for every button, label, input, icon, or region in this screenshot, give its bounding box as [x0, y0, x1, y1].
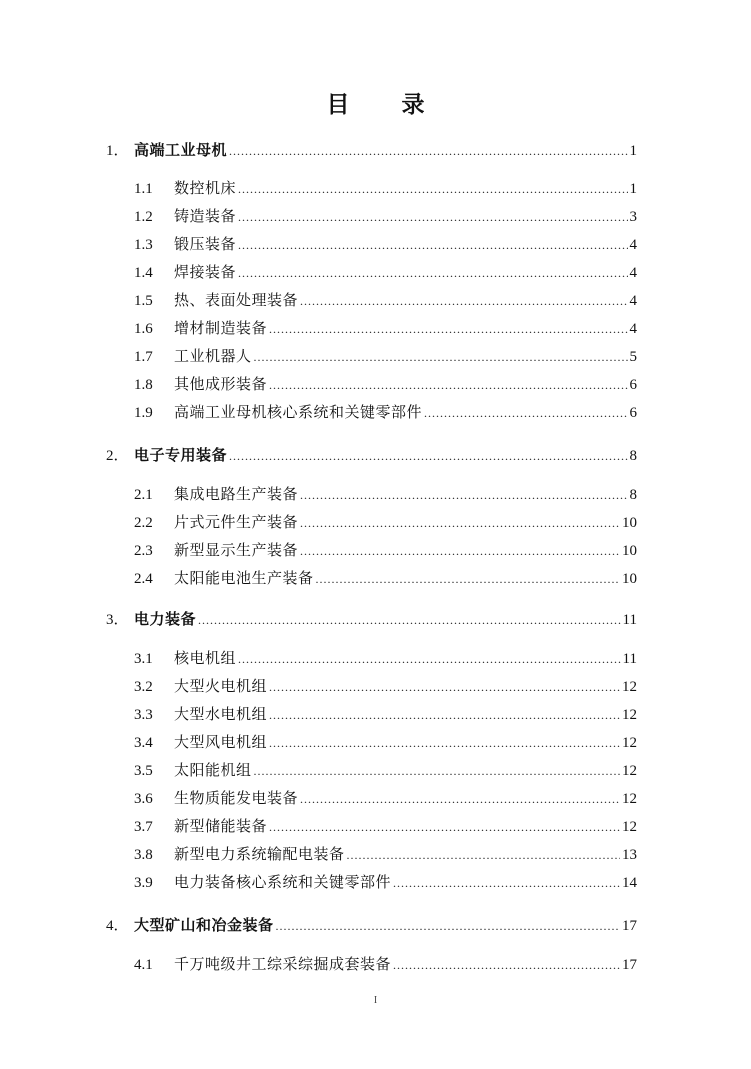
toc-dot-leader — [269, 318, 627, 340]
toc-entry-title: 新型电力系统输配电装备 — [174, 845, 345, 863]
toc-entry-number: 1.4 — [134, 265, 153, 281]
toc-entry-title: 高端工业母机 — [134, 141, 228, 159]
toc-section-entry[interactable] — [134, 843, 637, 865]
toc-entry-number: 4.1 — [134, 957, 153, 973]
toc-dot-leader — [300, 290, 627, 312]
toc-section-entry[interactable] — [134, 205, 637, 227]
toc-dot-leader — [229, 445, 627, 467]
toc-section-entry[interactable] — [134, 731, 637, 753]
toc-entry-title: 铸造装备 — [174, 207, 237, 225]
toc-entry-title: 太阳能电池生产装备 — [174, 569, 314, 587]
toc-entry-number: 2． — [106, 448, 129, 464]
toc-entry-page-number: 8 — [629, 487, 637, 503]
toc-entry-title: 数控机床 — [174, 179, 237, 197]
toc-dot-leader — [269, 816, 620, 838]
toc-entry-page-number: 6 — [629, 377, 637, 393]
toc-entry-page-number: 17 — [622, 918, 637, 934]
toc-entry-number: 1.9 — [134, 405, 153, 421]
toc-entry-title: 大型火电机组 — [174, 677, 268, 695]
toc-section-entry[interactable] — [134, 759, 637, 781]
toc-dot-leader — [238, 206, 627, 228]
toc-section-entry[interactable] — [134, 511, 637, 533]
toc-entry-page-number: 10 — [622, 543, 637, 559]
toc-entry-title: 锻压装备 — [174, 235, 237, 253]
toc-chapter-entry[interactable] — [106, 139, 637, 161]
toc-entry-number: 4． — [106, 918, 129, 934]
toc-entry-title: 焊接装备 — [174, 263, 237, 281]
toc-section-entry[interactable] — [134, 539, 637, 561]
toc-section-entry[interactable] — [134, 815, 637, 837]
toc-entry-page-number: 4 — [629, 237, 637, 253]
toc-dot-leader — [229, 140, 627, 162]
toc-dot-leader — [198, 609, 621, 631]
toc-dot-leader — [276, 915, 620, 937]
toc-entry-page-number: 6 — [629, 405, 637, 421]
toc-dot-leader — [238, 648, 621, 670]
toc-entry-page-number: 12 — [622, 763, 637, 779]
toc-dot-leader — [393, 954, 620, 976]
toc-chapter-entry[interactable] — [106, 914, 637, 936]
toc-entry-page-number: 10 — [622, 571, 637, 587]
toc-entry-page-number: 4 — [629, 321, 637, 337]
toc-dot-leader — [300, 788, 620, 810]
toc-entry-title: 其他成形装备 — [174, 375, 268, 393]
toc-entry-title: 电力装备 — [134, 610, 197, 628]
toc-dot-leader — [347, 844, 620, 866]
toc-section-entry[interactable] — [134, 647, 637, 669]
toc-dot-leader — [254, 346, 628, 368]
toc-dot-leader — [393, 872, 620, 894]
toc-section-entry[interactable] — [134, 675, 637, 697]
toc-dot-leader — [238, 178, 627, 200]
toc-dot-leader — [269, 732, 620, 754]
toc-entry-page-number: 13 — [622, 847, 637, 863]
toc-entry-title: 电子专用装备 — [134, 446, 228, 464]
toc-entry-title: 片式元件生产装备 — [174, 513, 299, 531]
toc-section-entry[interactable] — [134, 483, 637, 505]
toc-dot-leader — [300, 484, 627, 506]
toc-entry-title: 生物质能发电装备 — [174, 789, 299, 807]
toc-entry-page-number: 1 — [629, 181, 637, 197]
toc-entry-page-number: 8 — [629, 448, 637, 464]
toc-entry-number: 3.2 — [134, 679, 153, 695]
toc-entry-title: 增材制造装备 — [174, 319, 268, 337]
toc-section-entry[interactable] — [134, 401, 637, 423]
toc-chapter-entry[interactable] — [106, 444, 637, 466]
toc-entry-page-number: 11 — [622, 612, 637, 628]
toc-entry-number: 3． — [106, 612, 129, 628]
toc-entry-page-number: 4 — [629, 293, 637, 309]
toc-entry-title: 大型水电机组 — [174, 705, 268, 723]
toc-entry-number: 1.7 — [134, 349, 153, 365]
toc-entry-number: 1.1 — [134, 181, 153, 197]
toc-entry-page-number: 14 — [622, 875, 637, 891]
toc-dot-leader — [424, 402, 627, 424]
toc-entry-title: 电力装备核心系统和关键零部件 — [174, 873, 392, 891]
toc-entry-title: 新型显示生产装备 — [174, 541, 299, 559]
toc-dot-leader — [254, 760, 620, 782]
toc-entry-number: 3.6 — [134, 791, 153, 807]
toc-entry-number: 2.1 — [134, 487, 153, 503]
toc-dot-leader — [269, 676, 620, 698]
toc-entry-title: 大型矿山和冶金装备 — [134, 916, 274, 934]
toc-entry-number: 1.5 — [134, 293, 153, 309]
toc-entry-title: 热、表面处理装备 — [174, 291, 299, 309]
toc-chapter-entry[interactable] — [106, 608, 637, 630]
toc-entry-number: 3.4 — [134, 735, 153, 751]
page-title: 目 录 — [326, 91, 447, 118]
toc-entry-number: 2.4 — [134, 571, 153, 587]
toc-entry-page-number: 17 — [622, 957, 637, 973]
toc-section-entry[interactable] — [134, 871, 637, 893]
toc-entry-page-number: 12 — [622, 819, 637, 835]
toc-entry-title: 太阳能机组 — [174, 761, 252, 779]
toc-entry-number: 1.2 — [134, 209, 153, 225]
toc-entry-title: 新型储能装备 — [174, 817, 268, 835]
toc-entry-page-number: 12 — [622, 791, 637, 807]
toc-entry-title: 千万吨级井工综采综掘成套装备 — [174, 955, 392, 973]
toc-section-entry[interactable] — [134, 317, 637, 339]
toc-entry-page-number: 5 — [629, 349, 637, 365]
toc-entry-page-number: 3 — [629, 209, 637, 225]
toc-entry-number: 1． — [106, 143, 129, 159]
page-number-footer: I — [373, 995, 378, 1006]
toc-entry-number: 3.3 — [134, 707, 153, 723]
toc-dot-leader — [238, 262, 627, 284]
toc-dot-leader — [300, 540, 620, 562]
toc-dot-leader — [269, 374, 627, 396]
toc-section-entry[interactable] — [134, 373, 637, 395]
toc-entry-number: 3.1 — [134, 651, 153, 667]
toc-entry-number: 3.9 — [134, 875, 153, 891]
toc-section-entry[interactable] — [134, 345, 637, 367]
toc-entry-number: 1.3 — [134, 237, 153, 253]
toc-entry-page-number: 1 — [629, 143, 637, 159]
toc-entry-number: 1.8 — [134, 377, 153, 393]
toc-entry-page-number: 12 — [622, 707, 637, 723]
toc-entry-page-number: 4 — [629, 265, 637, 281]
toc-entry-title: 大型风电机组 — [174, 733, 268, 751]
toc-entry-page-number: 12 — [622, 735, 637, 751]
toc-dot-leader — [269, 704, 620, 726]
toc-entry-page-number: 10 — [622, 515, 637, 531]
toc-dot-leader — [300, 512, 620, 534]
toc-section-entry[interactable] — [134, 567, 637, 589]
toc-entry-number: 2.3 — [134, 543, 153, 559]
toc-entry-number: 3.5 — [134, 763, 153, 779]
toc-section-entry[interactable] — [134, 289, 637, 311]
toc-section-entry[interactable] — [134, 787, 637, 809]
toc-section-entry[interactable] — [134, 177, 637, 199]
toc-entry-number: 3.8 — [134, 847, 153, 863]
toc-dot-leader — [238, 234, 627, 256]
toc-entry-title: 核电机组 — [174, 649, 237, 667]
toc-entry-page-number: 11 — [622, 651, 637, 667]
toc-section-entry[interactable] — [134, 703, 637, 725]
toc-dot-leader — [316, 568, 620, 590]
toc-entry-number: 2.2 — [134, 515, 153, 531]
toc-entry-title: 工业机器人 — [174, 347, 252, 365]
toc-section-entry[interactable] — [134, 261, 637, 283]
toc-entry-title: 高端工业母机核心系统和关键零部件 — [174, 403, 423, 421]
toc-section-entry[interactable] — [134, 953, 637, 975]
toc-entry-number: 1.6 — [134, 321, 153, 337]
toc-entry-page-number: 12 — [622, 679, 637, 695]
toc-entry-title: 集成电路生产装备 — [174, 485, 299, 503]
toc-section-entry[interactable] — [134, 233, 637, 255]
toc-entry-number: 3.7 — [134, 819, 153, 835]
